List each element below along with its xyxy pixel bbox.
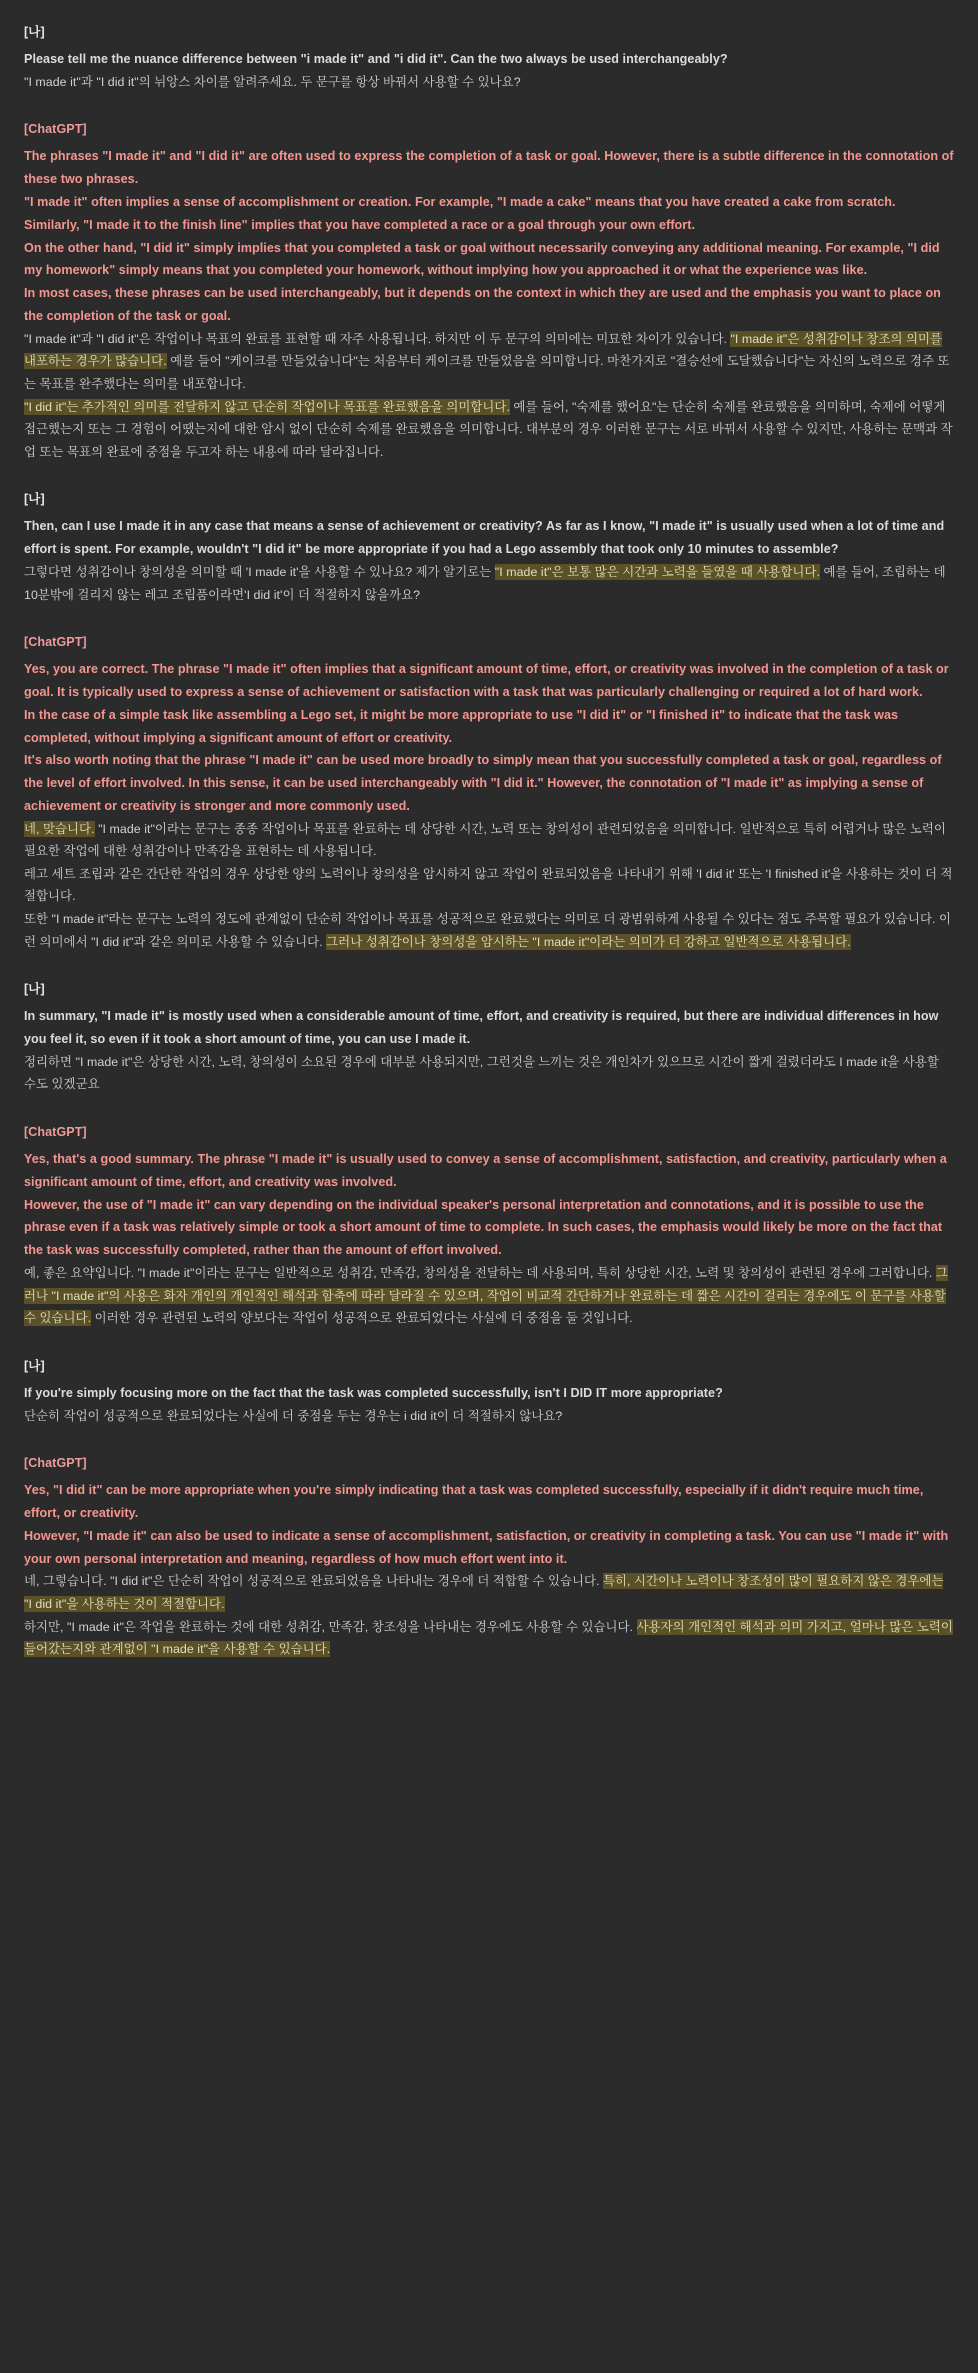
plain-text: "I made it"과 "I did it"은 작업이나 목표의 완료를 표현할 때 자주 사용됩니다. 하지만 이 두 문구의 의미에는 미묘한 차이가 있습니다. xyxy=(24,331,731,346)
speaker-label-assistant: [ChatGPT] xyxy=(24,1456,87,1471)
assistant-turn xyxy=(24,1122,954,1330)
plain-text: 그렇다면 성취감이나 창의성을 의미할 때 'I made it'을 사용할 수 있나요? 제가 알기로는 xyxy=(24,564,495,579)
user-turn xyxy=(24,1356,954,1427)
korean-paragraph xyxy=(24,818,954,863)
user-turn xyxy=(24,489,954,606)
user-turn xyxy=(24,22,954,93)
turn-separator xyxy=(24,1427,954,1453)
english-paragraph: However, the use of "I made it" can vary depending on the individual speaker's personal interpretation and connotations, and it is possible to use the phrase even if a task was relatively simple or took a short amount of time to complete. In such cases, the emphasis would likely be more on the fact that the task was successfully completed, rather than the amount of effort involved. xyxy=(24,1197,943,1258)
english-paragraph: Yes, "I did it" can be more appropriate when you're simply indicating that a task was completed successfully, especially if it didn't require much time, effort, or creativity. xyxy=(24,1483,924,1520)
plain-text: 레고 세트 조립과 같은 간단한 작업의 경우 상당한 양의 노력이나 창의성을 암시하지 않고 작업이 완료되었음을 나타내기 위해 'I did it' 또는 'I finished it'을 사용하는 것이 더 적절합니다. xyxy=(24,866,953,904)
plain-text: 예를 들어, 조립하는 데 10분밖에 걸리지 않는 레고 조립품이라면'I did it'이 더 적절하지 않을까요? xyxy=(24,564,946,602)
turn-list xyxy=(24,22,954,1661)
english-paragraph: Then, can I use I made it in any case that means a sense of achievement or creativity? As far as I know, "I made it" is usually used when a lot of time and effort is spent. For example, wouldn't "I did it" be more appropriate if you had a Lego assembly that took only 10 minutes to assemble? xyxy=(24,519,945,557)
english-paragraph: Yes, that's a good summary. The phrase "I made it" is usually used to convey a sense of accomplishment, satisfaction, and creativity, particularly when a significant amount of time, effort, and creativity was involved. xyxy=(24,1152,947,1189)
korean-paragraph xyxy=(24,1570,954,1615)
speaker-label-assistant: [ChatGPT] xyxy=(24,635,87,650)
plain-text: 또한 "I made it"라는 문구는 노력의 정도에 관계없이 단순히 작업이나 목표를 성공적으로 완료했다는 의미로 더 광범위하게 사용될 수 있다는 점도 주목할 필요가 있습니다. 이런 의미에서 "I did it"과 같은 의미로 사용할 수 있습니다. xyxy=(24,912,951,949)
turn-separator xyxy=(24,463,954,489)
highlighted-text: 그러나 "I made it"의 사용은 화자 개인의 개인적인 해석과 함축에 따라 달라질 수 있으며, 작업이 비교적 간단하거나 완료하는 데 짧은 시간이 걸리는 경우에도 이 문구를 사용할 수 있습니다. xyxy=(24,1266,948,1326)
plain-text: 예, 좋은 요약입니다. "I made it"이라는 문구는 일반적으로 성취감, 만족감, 창의성을 전달하는 데 사용되며, 특히 상당한 시간, 노력 및 창의성이 관련된 경우에 그러합니다. xyxy=(24,1266,936,1281)
plain-text: 예를 들어 "케이크를 만들었습니다"는 처음부터 케이크를 만들었음을 의미합니다. 마찬가지로 "결승선에 도달했습니다"는 자신의 노력으로 경주 또는 목표를 완주했다는 의미를 내포합니다. xyxy=(24,354,950,391)
highlighted-text: "I did it"는 추가적인 의미를 전달하지 않고 단순히 작업이나 목표를 완료했음을 의미합니다. xyxy=(24,399,510,414)
turn-separator xyxy=(24,1330,954,1356)
english-paragraph: However, "I made it" can also be used to indicate a sense of accomplishment, satisfaction, or creativity in completing a task. You can use "I made it" with your own personal interpretation and meaning, regardless of how much effort went into it. xyxy=(24,1528,949,1566)
korean-paragraph: 정리하면 "I made it"은 상당한 시간, 노력, 창의성이 소요된 경우에 대부분 사용되지만, 그런것을 느끼는 것은 개인차가 있으므로 시간이 짧게 걸렸더라도 I made it을 사용할 수도 있겠군요 xyxy=(24,1054,939,1092)
english-paragraph: It's also worth noting that the phrase "I made it" can be used more broadly to simply mean that you successfully completed a task or goal, regardless of the level of effort involved. In this sense, it can be used interchangeably with "I did it." However, the connotation of "I made it" as implying a sense of achievement or creativity is stronger and more commonly used. xyxy=(24,753,942,813)
english-paragraph: Yes, you are correct. The phrase "I made it" often implies that a significant amount of time, effort, or creativity was involved in the completion of a task or goal. It is typically used to express a sense of achievement or satisfaction with a task that was particularly challenging or required a lot of hard work. xyxy=(24,662,949,699)
korean-paragraph xyxy=(24,328,954,396)
turn-separator xyxy=(24,953,954,979)
turn-separator xyxy=(24,606,954,632)
assistant-turn xyxy=(24,119,954,463)
speaker-label-user: [나] xyxy=(24,982,45,997)
assistant-turn xyxy=(24,1453,954,1661)
plain-text: 이러한 경우 관련된 노력의 양보다는 작업이 성공적으로 완료되었다는 사실에 더 중점을 둘 것입니다. xyxy=(91,1311,633,1326)
plain-text: "I made it"이라는 문구는 종종 작업이나 목표를 완료하는 데 상당한 시간, 노력 또는 창의성이 관련되었음을 의미합니다. 일반적으로 특히 어렵거나 많은 노력이 필요한 작업에 대한 성취감이나 만족감을 표현하는 데 사용됩니다. xyxy=(24,821,946,859)
highlighted-text: 네, 맞습니다. xyxy=(24,821,95,836)
english-paragraph: In summary, "I made it" is mostly used when a considerable amount of time, effort, and creativity is required, but there are individual differences in how you feel it, so even if it took a short amount of time, you can use I made it. xyxy=(24,1009,939,1047)
korean-paragraph xyxy=(24,863,954,908)
highlighted-text: 사용자의 개인적인 해석과 의미 가지고, 얼마나 많은 노력이 들어갔는지와 관계없이 "I made it"을 사용할 수 있습니다. xyxy=(24,1619,953,1657)
highlighted-text: "I made it"은 보통 많은 시간과 노력을 들였을 때 사용합니다. xyxy=(494,564,820,579)
turn-separator xyxy=(24,1096,954,1122)
speaker-label-user: [나] xyxy=(24,25,45,39)
english-paragraph: Please tell me the nuance difference between "i made it" and "i did it". Can the two always be used interchangeably? xyxy=(24,52,728,66)
korean-paragraph xyxy=(24,1262,954,1330)
highlighted-text: 특히, 시간이나 노력이나 창조성이 많이 필요하지 않은 경우에는 "I did it"을 사용하는 것이 적절합니다. xyxy=(24,1574,944,1611)
korean-paragraph: 단순히 작업이 성공적으로 완료되었다는 사실에 더 중점을 두는 경우는 i did it이 더 적절하지 않나요? xyxy=(24,1408,563,1423)
assistant-turn xyxy=(24,632,954,953)
english-paragraph: In the case of a simple task like assembling a Lego set, it might be more appropriate to use "I did it" or "I finished it" to indicate that the task was completed, without implying a significant amount of effort or creativity. xyxy=(24,707,899,745)
speaker-label-user: [나] xyxy=(24,492,45,507)
highlighted-text: 그러나 성취감이나 창의성을 암시하는 "I made it"이라는 의미가 더 강하고 일반적으로 사용됩니다. xyxy=(326,934,851,949)
highlighted-text: "I made it"은 성취감이나 창조의 의미를 내포하는 경우가 많습니다. xyxy=(24,331,943,369)
speaker-label-assistant: [ChatGPT] xyxy=(24,122,87,137)
plain-text: 하지만, "I made it"은 작업을 완료하는 것에 대한 성취감, 만족감, 창조성을 나타내는 경우에도 사용할 수 있습니다. xyxy=(24,1619,637,1634)
turn-separator xyxy=(24,93,954,119)
speaker-label-user: [나] xyxy=(24,1358,45,1373)
korean-paragraph xyxy=(24,561,954,606)
plain-text: 예를 들어, "숙제를 했어요"는 단순히 숙제를 완료했음을 의미하며, 숙제에 어떻게 접근했는지 또는 그 경험이 어땠는지에 대한 암시 없이 단순히 숙제를 완료했음을 의미합니다. 대부분의 경우 이러한 문구는 서로 바꿔서 사용할 수 있지만, 사용하는 문맥과 작업 또는 목표의 완료에 중점을 두고자 하는 내용에 따라 달라집니다. xyxy=(24,399,953,459)
korean-paragraph xyxy=(24,1616,954,1661)
english-paragraph: On the other hand, "I did it" simply implies that you completed a task or goal without necessarily conveying any additional meaning. For example, "I did my homework" simply means that you completed your homework, without implying how you approached it or what the experience was like. xyxy=(24,240,940,278)
user-turn xyxy=(24,979,954,1096)
plain-text: 네, 그렇습니다. "I did it"은 단순히 작업이 성공적으로 완료되었음을 나타내는 경우에 더 적합할 수 있습니다. xyxy=(24,1574,604,1589)
korean-paragraph xyxy=(24,908,954,953)
english-paragraph: "I made it" often implies a sense of accomplishment or creation. For example, "I made a cake" means that you have created a cake from scratch. Similarly, "I made it to the finish line" implies that you have completed a race or a goal through your own effort. xyxy=(24,194,896,232)
korean-paragraph xyxy=(24,396,954,464)
english-paragraph: If you're simply focusing more on the fact that the task was completed successfully, isn't I DID IT more appropriate? xyxy=(24,1385,723,1400)
english-paragraph: The phrases "I made it" and "I did it" are often used to express the completion of a task or goal. However, there is a subtle difference in the connotation of these two phrases. xyxy=(24,149,954,187)
speaker-label-assistant: [ChatGPT] xyxy=(24,1125,87,1140)
korean-paragraph: "I made it"과 "I did it"의 뉘앙스 차이를 알려주세요. 두 문구를 항상 바꿔서 사용할 수 있나요? xyxy=(24,74,521,89)
english-paragraph: In most cases, these phrases can be used interchangeably, but it depends on the context in which they are used and the emphasis you want to place on the completion of the task or goal. xyxy=(24,286,941,323)
